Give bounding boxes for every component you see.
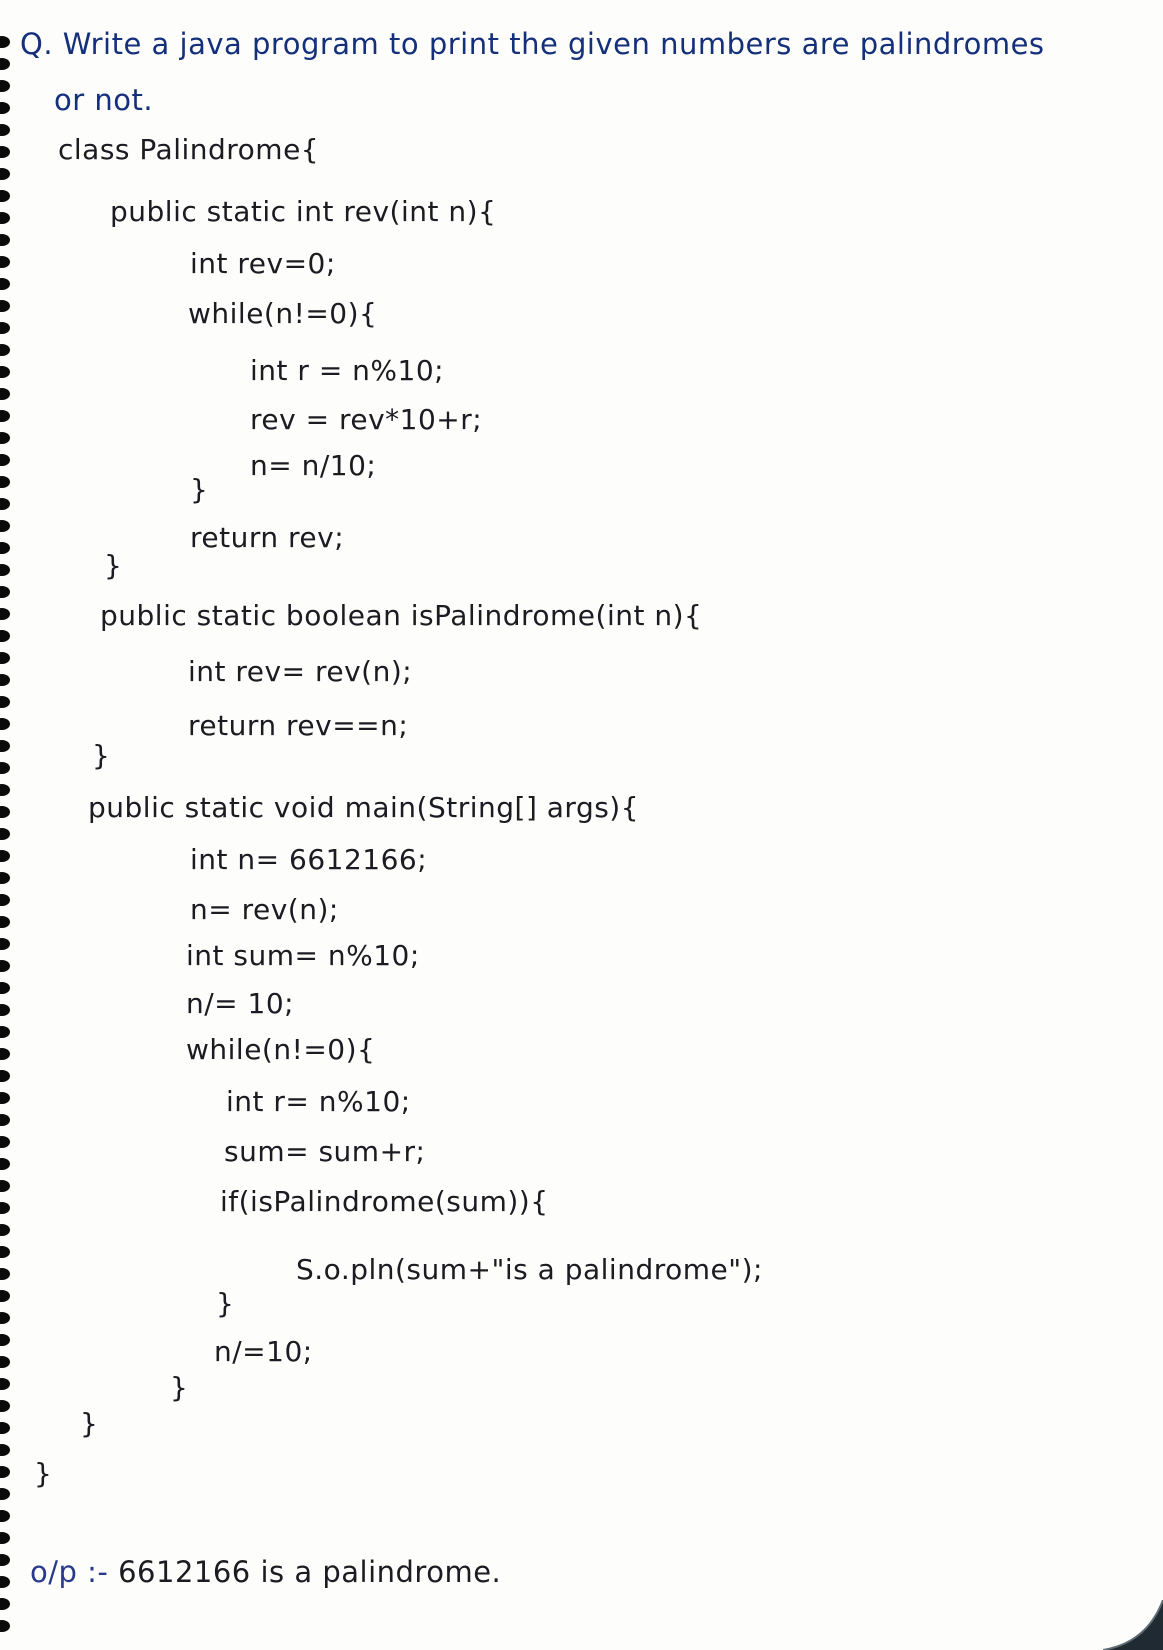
- binding-hole: [0, 1246, 10, 1258]
- code-line-18: int sum= n%10;: [186, 939, 420, 972]
- code-line-24: S.o.pln(sum+"is a palindrome");: [296, 1253, 763, 1286]
- code-line-4: while(n!=0){: [188, 297, 378, 330]
- binding-hole: [0, 1114, 10, 1126]
- binding-hole: [0, 1334, 10, 1346]
- binding-hole: [0, 1400, 10, 1412]
- binding-hole: [0, 806, 10, 818]
- code-line-27: }: [170, 1371, 189, 1404]
- code-line-14: }: [92, 739, 111, 772]
- binding-hole: [0, 366, 10, 378]
- binding-hole: [0, 608, 10, 620]
- binding-hole: [0, 1048, 10, 1060]
- binding-hole: [0, 1510, 10, 1522]
- binding-hole: [0, 1444, 10, 1456]
- binding-hole: [0, 1158, 10, 1170]
- binding-hole: [0, 1004, 10, 1016]
- code-line-13: return rev==n;: [188, 709, 409, 742]
- binding-hole: [0, 234, 10, 246]
- code-line-3: int rev=0;: [190, 247, 336, 280]
- code-line-1: class Palindrome{: [58, 133, 320, 166]
- binding-hole: [0, 982, 10, 994]
- binding-hole: [0, 674, 10, 686]
- output-text: 6612166 is a palindrome.: [118, 1555, 502, 1589]
- binding-hole: [0, 1620, 10, 1632]
- code-line-6: rev = rev*10+r;: [250, 403, 483, 436]
- code-line-16: int n= 6612166;: [190, 843, 428, 876]
- code-line-20: while(n!=0){: [186, 1033, 376, 1066]
- code-line-29: }: [34, 1457, 53, 1490]
- code-line-11: public static boolean isPalindrome(int n){: [100, 599, 703, 632]
- binding-hole: [0, 1356, 10, 1368]
- binding-hole: [0, 146, 10, 158]
- binding-hole: [0, 850, 10, 862]
- binding-hole: [0, 718, 10, 730]
- spiral-binding: [0, 0, 22, 1650]
- binding-hole: [0, 190, 10, 202]
- code-line-7: n= n/10;: [250, 449, 377, 482]
- code-line-21: int r= n%10;: [226, 1085, 411, 1118]
- binding-hole: [0, 1576, 10, 1588]
- binding-hole: [0, 1466, 10, 1478]
- binding-hole: [0, 960, 10, 972]
- binding-hole: [0, 124, 10, 136]
- code-line-22: sum= sum+r;: [224, 1135, 426, 1168]
- binding-hole: [0, 58, 10, 70]
- code-line-12: int rev= rev(n);: [188, 655, 413, 688]
- code-line-23: if(isPalindrome(sum)){: [220, 1185, 549, 1218]
- question-line-2: or not.: [54, 83, 154, 117]
- binding-hole: [0, 80, 10, 92]
- binding-hole: [0, 212, 10, 224]
- binding-hole: [0, 630, 10, 642]
- binding-hole: [0, 432, 10, 444]
- question-line-1: Q. Write a java program to print the given numbers are palindromes: [20, 27, 1045, 61]
- binding-hole: [0, 520, 10, 532]
- binding-hole: [0, 476, 10, 488]
- code-line-5: int r = n%10;: [250, 354, 445, 387]
- binding-hole: [0, 1290, 10, 1302]
- binding-hole: [0, 1378, 10, 1390]
- binding-hole: [0, 388, 10, 400]
- binding-hole: [0, 1136, 10, 1148]
- binding-hole: [0, 454, 10, 466]
- binding-hole: [0, 278, 10, 290]
- output-line: [30, 1555, 502, 1589]
- binding-hole: [0, 1598, 10, 1610]
- code-line-9: return rev;: [190, 521, 345, 554]
- binding-hole: [0, 102, 10, 114]
- binding-hole: [0, 1268, 10, 1280]
- binding-hole: [0, 938, 10, 950]
- binding-hole: [0, 740, 10, 752]
- binding-hole: [0, 652, 10, 664]
- code-line-8: }: [190, 473, 209, 506]
- code-line-17: n= rev(n);: [190, 893, 339, 926]
- code-line-19: n/= 10;: [186, 987, 295, 1020]
- binding-hole: [0, 256, 10, 268]
- binding-hole: [0, 1422, 10, 1434]
- binding-hole: [0, 36, 10, 48]
- binding-hole: [0, 410, 10, 422]
- binding-hole: [0, 300, 10, 312]
- binding-hole: [0, 542, 10, 554]
- binding-hole: [0, 586, 10, 598]
- output-prefix: o/p :-: [30, 1555, 109, 1589]
- binding-hole: [0, 784, 10, 796]
- binding-hole: [0, 762, 10, 774]
- binding-hole: [0, 1070, 10, 1082]
- binding-hole: [0, 1532, 10, 1544]
- binding-hole: [0, 1554, 10, 1566]
- binding-hole: [0, 828, 10, 840]
- binding-hole: [0, 1202, 10, 1214]
- binding-hole: [0, 322, 10, 334]
- binding-hole: [0, 344, 10, 356]
- binding-hole: [0, 916, 10, 928]
- binding-hole: [0, 1224, 10, 1236]
- code-line-26: n/=10;: [214, 1335, 313, 1368]
- binding-hole: [0, 1488, 10, 1500]
- binding-hole: [0, 168, 10, 180]
- code-line-25: }: [216, 1287, 235, 1320]
- binding-hole: [0, 1312, 10, 1324]
- binding-hole: [0, 1026, 10, 1038]
- code-line-10: }: [104, 549, 123, 582]
- binding-hole: [0, 696, 10, 708]
- binding-hole: [0, 498, 10, 510]
- binding-hole: [0, 872, 10, 884]
- binding-hole: [0, 1180, 10, 1192]
- page-corner-curl: [1103, 1600, 1163, 1650]
- binding-hole: [0, 1092, 10, 1104]
- code-line-28: }: [80, 1407, 99, 1440]
- binding-hole: [0, 894, 10, 906]
- code-line-2: public static int rev(int n){: [110, 195, 497, 228]
- code-line-15: public static void main(String[] args){: [88, 791, 640, 824]
- binding-hole: [0, 564, 10, 576]
